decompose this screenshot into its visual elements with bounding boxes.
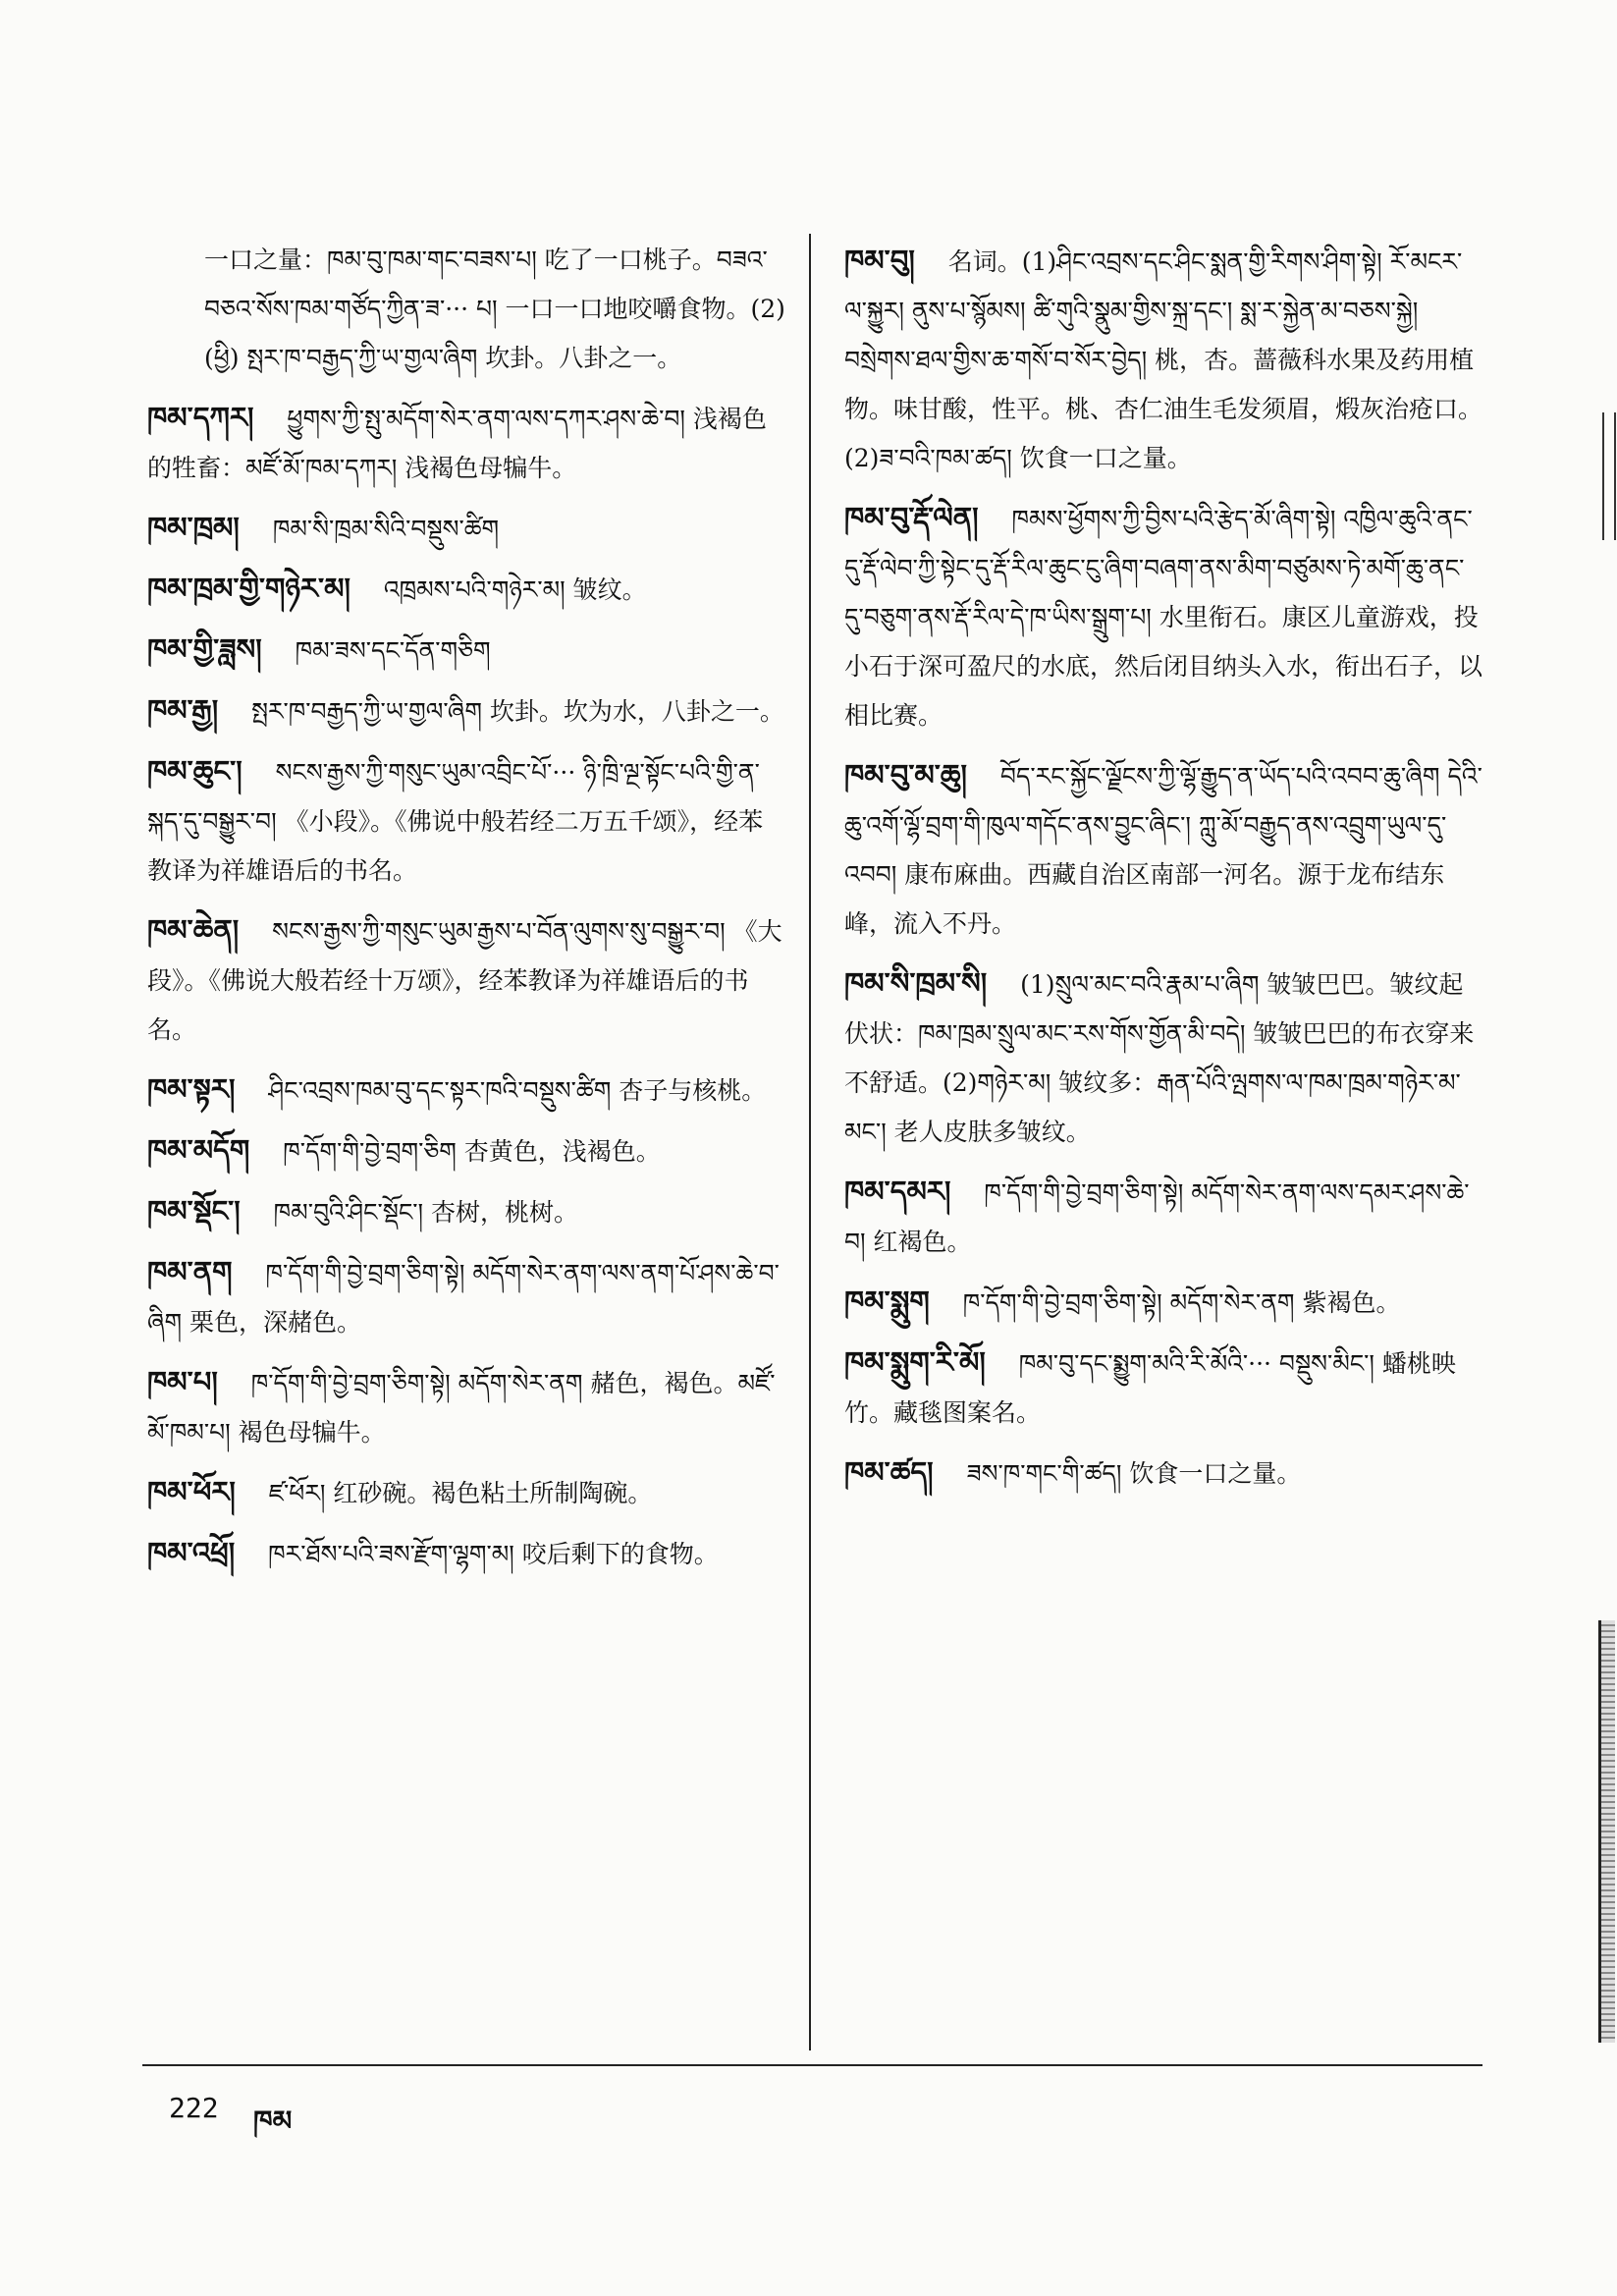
entry-definition: སངས་རྒྱས་ཀྱི་གསུང་ཡུམ་རྒྱས་པ་བོན་ལུགས་སུ་བསྒྱུར་བ། 《大段》。《佛说大般若经十万颂》，经苯教译为祥雄语后的书名。 <box>147 917 782 1044</box>
entry-headword: ཁམ་བུ་རྡོ་ལེན། <box>844 501 979 534</box>
dictionary-entry <box>147 1467 785 1518</box>
entry-definition: ཤིང་འབྲས་ཁམ་བུ་དང་སྟར་ཁའི་བསྡུས་ཚིག 杏子与核桃。 <box>268 1076 767 1105</box>
footer-rule <box>142 2064 1482 2066</box>
right-column <box>844 236 1482 1508</box>
entry-headword: ཁམ་སྟར། <box>147 1072 236 1106</box>
entry-headword: ཁམ་ཕོར། <box>147 1475 236 1508</box>
dictionary-entry <box>147 905 785 1055</box>
dictionary-entry <box>844 493 1482 740</box>
dictionary-entry <box>844 958 1482 1157</box>
entry-definition: ཁ་དོག་གི་བྱེ་བྲག་ཅིག་སྟེ། མདོག་སེར་ནག 赭色，褐色。མཛོ་མོ་ཁམ་པ། 褐色母犏牛。 <box>147 1369 776 1447</box>
entry-definition: ཛ་ཕོར། 红砂碗。褐色粘土所制陶碗。 <box>268 1479 653 1507</box>
entry-headword: ཁམ་འཕྲོ། <box>147 1536 236 1569</box>
entry-headword: ཁམ་བུ། <box>844 244 915 277</box>
entry-definition: སྤར་ཁ་བརྒྱད་ཀྱི་ཡ་གྱལ་ཞིག 坎卦。坎为水，八卦之一。 <box>251 697 784 726</box>
dictionary-entry <box>147 746 785 896</box>
dictionary-entry <box>147 1125 785 1176</box>
dictionary-entry <box>147 1357 785 1457</box>
dictionary-entry <box>147 1186 785 1237</box>
entry-headword: ཁམ་རྒྱ། <box>147 693 219 727</box>
edge-thumb-marks <box>1602 412 1616 540</box>
dictionary-entry <box>844 1277 1482 1328</box>
dictionary-entry <box>844 236 1482 483</box>
entry-definition: ཁ་དོག་གི་བྱེ་བྲག་ཅིག་སྟེ། མདོག་སེར་ནག 紫褐色。 <box>962 1288 1401 1317</box>
entry-definition: (1)སྲུལ་མང་བའི་རྣམ་པ་ཞིག 皱皱巴巴。皱纹起伏状：ཁམ་ཁྲམ་སྲུལ་མང་རས་གོས་གྱོན་མི་བདེ། 皱皱巴巴的布衣穿来不舒适。(2)གཉེར་མ། 皱纹多：རྒན་པོའི་ལྤགས་ལ་ཁམ་ཁྲམ་གཉེར་མ་མང་། 老人皮肤多皱纹。 <box>844 970 1475 1146</box>
entry-headword: ཁམ་དཀར། <box>147 401 254 434</box>
entry-headword: ཁམ་སྨུག <box>844 1285 930 1318</box>
entry-headword: ཁམ་བུ་མ་ཆུ། <box>844 758 967 792</box>
entry-definition: ཕྱུགས་ཀྱི་སྤུ་མདོག་སེར་ནག་ལས་དཀར་ཤས་ཆེ་བ། 浅褐色的牲畜：མཛོ་མོ་ཁམ་དཀར། 浅褐色母犏牛。 <box>147 405 767 482</box>
entry-definition: ཁམ་ཟས་དང་དོན་གཅིག <box>295 636 491 665</box>
entry-headword: ཁམ་པ། <box>147 1365 218 1398</box>
entry-headword: ཁམ་སྡོང་། <box>147 1194 241 1228</box>
dictionary-entry <box>147 625 785 676</box>
entry-definition: ཁར་ཐོས་པའི་ཟས་རྫོག་ལྷག་མ། 咬后剩下的食物。 <box>268 1540 719 1568</box>
entry-definition: ཟས་ཁ་གང་གི་ཚད། 饮食一口之量。 <box>966 1459 1302 1488</box>
dictionary-entry <box>147 1247 785 1347</box>
page-number: 222 <box>169 2092 219 2124</box>
entry-headword: ཁམ་དམར། <box>844 1175 951 1208</box>
entry-definition: ཁ་དོག་གི་བྱེ་བྲག་ཅིག 杏黄色，浅褐色。 <box>283 1137 661 1166</box>
edge-binding-strip <box>1598 1620 1615 2043</box>
column-divider <box>809 234 811 2050</box>
dictionary-entry <box>147 236 785 383</box>
entry-headword: ཁམ་མདོག <box>147 1133 250 1167</box>
entry-definition: 一口之量：ཁམ་བུ་ཁམ་གང་བཟས་པ། 吃了一口桃子。བཟའ་བཅའ་སོས་ཁམ་གཙོད་ཀྱིན་ཟ་··· པ། 一口一口地咬嚼食物。(2)(ཕྱི) སྤར་ཁ་བརྒྱད་ཀྱི་ཡ་གྱལ་ཞིག 坎卦。八卦之一。 <box>204 246 785 372</box>
dictionary-entry <box>147 1065 785 1116</box>
dictionary-entry <box>147 1528 785 1579</box>
dictionary-entry <box>147 503 785 554</box>
entry-headword: ཁམ་ཚད། <box>844 1455 934 1489</box>
running-head: ཁམ <box>253 2105 293 2137</box>
entry-definition: ཁམས་ཕྱོགས་ཀྱི་བྱིས་པའི་རྩེད་མོ་ཞིག་སྟེ། འཁྱིལ་ཆུའི་ནང་དུ་རྡོ་ལེབ་ཀྱི་སྟེང་དུ་རྡོ་རིལ་ཆུང་ངུ་ཞིག་བཞག་ནས་མིག་བཙུམས་ཏེ་མགོ་ཆུ་ནང་དུ་བཅུག་ནས་རྡོ་རིལ་དེ་ཁ་ཡིས་སྒྲུག་པ། 水里衔石。康区儿童游戏，投小石于深可盈尺的水底，然后闭目纳头入水，衔出石子，以相比赛。 <box>844 505 1483 730</box>
entry-headword: ཁམ་སི་ཁྲམ་སི། <box>844 966 988 1000</box>
entry-definition: ཁམ་སི་ཁྲམ་སིའི་བསྡུས་ཚིག <box>272 515 500 543</box>
dictionary-entry <box>147 393 785 493</box>
entry-definition: བོད་རང་སྐྱོང་ལྗོངས་ཀྱི་ལྷོ་རྒྱུད་ན་ཡོད་པའི་འབབ་ཆུ་ཞིག དེའི་ཆུ་འགོ་ལྷོ་བྲག་གི་ཁུལ་གདོང་ནས་བྱུང་ཞིང་། ཀླུ་མོ་བརྒྱུད་ནས་འབྲུག་ཡུལ་དུ་འབབ། 康布麻曲。西藏自治区南部一河名。源于龙布结东峰，流入不丹。 <box>844 762 1482 938</box>
left-column <box>147 236 785 1589</box>
entry-headword: ཁམ་ནག <box>147 1255 233 1288</box>
entry-definition: ཁམ་བུ་དང་སྨྱུག་མའི་རི་མོའི་··· བསྡུས་མིང་། 蟠桃映竹。藏毯图案名。 <box>844 1349 1456 1427</box>
entry-definition: འཁྲམས་པའི་གཉེར་མ། 皱纹。 <box>383 575 647 604</box>
entry-headword: ཁམ་ཁྲམ། <box>147 511 240 544</box>
entry-headword: ཁམ་གྱི་ཟླས། <box>147 632 262 666</box>
dictionary-entry <box>844 750 1482 949</box>
entry-definition: 名词。(1)ཤིང་འབྲས་དང་ཤིང་སྨན་གྱི་རིགས་ཤིག་སྟེ། རོ་མངར་ལ་སྐྱུར། ནུས་པ་སྙོམས། ཚི་གུའི་སྣུམ་གྱིས་སྐྲ་དང་། སྨ་ར་སྐྱེན་མ་བཅས་སྐྱེ། བསྲེགས་ཐལ་གྱིས་ཆ་གསོ་བ་སོར་བྱེད། 桃，杏。蔷薇科水果及药用植物。味甘酸，性平。桃、杏仁油生毛发须眉，煅灰治疮口。(2)ཟ་བའི་ཁམ་ཚད། 饮食一口之量。 <box>844 247 1483 472</box>
dictionary-entry <box>844 1338 1482 1438</box>
entry-headword: ཁམ་ཁྲམ་གྱི་གཉེར་མ། <box>147 572 350 605</box>
entry-definition: ཁ་དོག་གི་བྱེ་བྲག་ཅིག་སྟེ། མདོག་སེར་ནག་ལས་དམར་ཤས་ཆེ་བ། 红褐色。 <box>844 1178 1470 1256</box>
entry-definition: ཁམ་བུའི་ཤིང་སྡོང་། 杏树，桃树。 <box>273 1198 579 1227</box>
entry-headword: ཁམ་སྨུག་རི་མོ། <box>844 1345 986 1379</box>
entry-headword: ཁམ་ཆུང་། <box>147 754 243 788</box>
dictionary-entry <box>147 685 785 737</box>
dictionary-entry <box>844 1167 1482 1267</box>
entry-definition: སངས་རྒྱས་ཀྱི་གསུང་ཡུམ་འབྲིང་པོ་··· ཉི་ཁྲི་ལྔ་སྟོང་པའི་གྱི་ན་སྐད་དུ་བསྒྱུར་བ། 《小段》。《佛说中般若经二万五千颂》，经苯教译为祥雄语后的书名。 <box>147 758 764 885</box>
dictionary-entry <box>147 564 785 615</box>
dictionary-entry <box>844 1448 1482 1499</box>
entry-headword: ཁམ་ཆེན། <box>147 913 240 947</box>
entry-definition: ཁ་དོག་གི་བྱེ་བྲག་ཅིག་སྟེ། མདོག་སེར་ནག་ལས་ནག་པོ་ཤས་ཆེ་བ་ཞིག 栗色，深赭色。 <box>147 1259 780 1337</box>
